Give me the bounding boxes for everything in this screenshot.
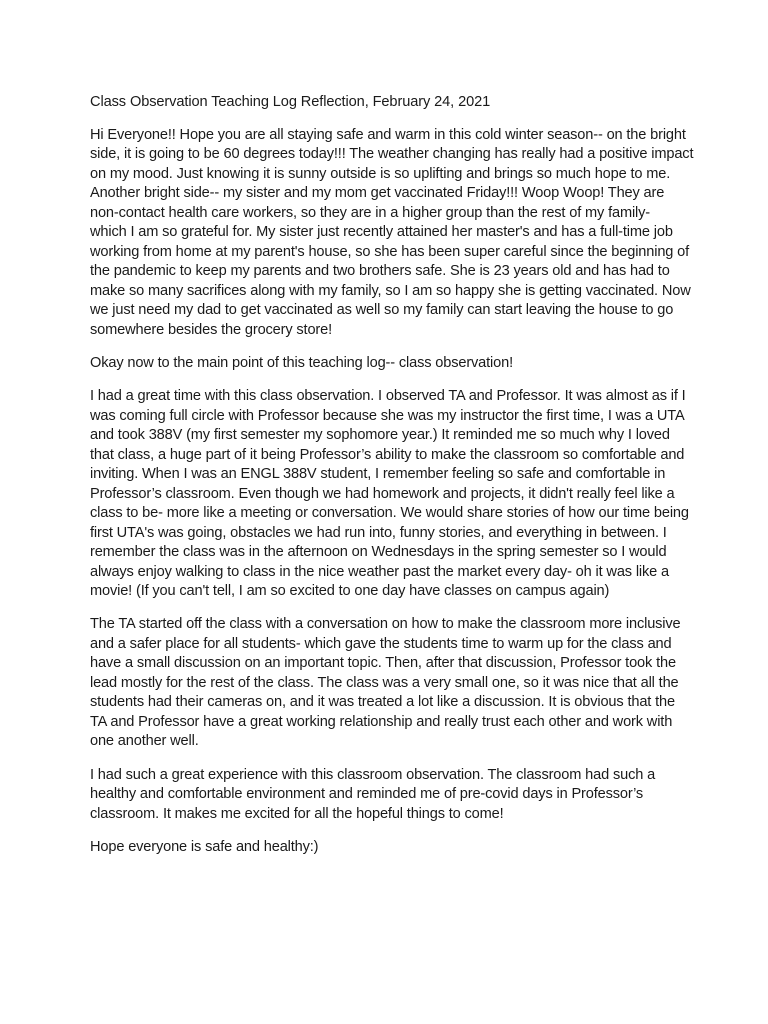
text-line: Professor’s classroom. Even though we had homework and projects, it didn't really feel like a (90, 485, 675, 502)
document-title: Class Observation Teaching Log Reflection, February 24, 2021 (90, 94, 491, 110)
text-line: movie! (If you can't tell, I am so excited to one day have classes on campus again) (90, 582, 610, 599)
text-line: classroom. It makes me excited for all the hopeful things to come! (90, 805, 504, 822)
paragraph-observation (90, 387, 690, 601)
text-line: I had a great time with this class observation. I observed TA and Professor. It was almost as if I (90, 388, 686, 405)
text-line: one another well. (90, 733, 199, 750)
text-line: have a small discussion on an important topic. Then, after that discussion, Professor took the (90, 655, 676, 672)
text-line: Hi Everyone!! Hope you are all staying safe and warm in this cold winter season-- on the bright (90, 127, 686, 143)
paragraph-experience (90, 766, 690, 824)
text-line: make so many sacrifices along with my family, so I am so happy she is getting vaccinated. Now (90, 282, 691, 299)
text-line: first UTA's was going, obstacles we had run into, funny stories, and everything in between. I (90, 524, 667, 541)
text-line: TA and Professor have a great working relationship and really trust each other and work with (90, 713, 673, 730)
paragraph-main-point (90, 354, 690, 373)
text-line: non-contact health care workers, so they are in a higher group than the rest of my family- (90, 204, 650, 221)
text-line: on my mood. Just knowing it is sunny outside is so uplifting and brings so much hope to me. (90, 165, 671, 182)
text-line: the pandemic to keep my parents and two brothers safe. She is 23 years old and has had to (90, 263, 670, 280)
text-line: Okay now to the main point of this teaching log-- class observation! (90, 354, 513, 371)
text-line: lead mostly for the rest of the class. The class was a very small one, so it was nice that all the (90, 674, 679, 691)
document-page (90, 92, 694, 871)
text-line: healthy and comfortable environment and reminded me of pre-covid days in Professor’s (90, 786, 644, 803)
text-line: remember the class was in the afternoon on Wednesdays in the spring semester so I would (90, 544, 667, 561)
text-line: and a safer place for all students- which gave the students time to warm up for the class and (90, 635, 672, 652)
text-line: and took 388V (my first semester my sophomore year.) It reminded me so much why I loved (90, 427, 670, 444)
text-line: class to be- more like a meeting or conversation. We would share stories of how our time being (90, 505, 689, 522)
paragraph-ta-class (90, 615, 690, 751)
text-line: working from home at my parent's house, so she has been super careful since the beginning of (90, 243, 690, 260)
text-line: was coming full circle with Professor because she was my instructor the first time, I was a UTA (90, 407, 685, 424)
text-line: that class, a huge part of it being Professor’s ability to make the classroom so comfortable and (90, 446, 685, 463)
text-line: always enjoy walking to class in the nice weather past the market every day- oh it was like a (90, 563, 670, 580)
text-line: Hope everyone is safe and healthy:) (90, 838, 319, 855)
paragraph-closing (90, 838, 690, 857)
paragraph-intro (90, 126, 694, 340)
text-line: students had their cameras on, and it was treated a lot like a discussion. It is obvious that the (90, 694, 675, 711)
text-line: Another bright side-- my sister and my mom get vaccinated Friday!!! Woop Woop! They are (90, 185, 665, 202)
text-line: which I am so grateful for. My sister just recently attained her master's and has a full-time job (90, 224, 673, 241)
text-line: somewhere besides the grocery store! (90, 321, 333, 338)
text-line: we just need my dad to get vaccinated as well so my family can start leaving the house to go (90, 302, 674, 319)
text-line: The TA started off the class with a conversation on how to make the classroom more inclusive (90, 616, 681, 633)
text-line: inviting. When I was an ENGL 388V student, I remember feeling so safe and comfortable in (90, 466, 666, 483)
text-line: side, it is going to be 60 degrees today!!! The weather changing has really had a positive impact (90, 146, 694, 163)
text-line: I had such a great experience with this classroom observation. The classroom had such a (90, 766, 656, 783)
